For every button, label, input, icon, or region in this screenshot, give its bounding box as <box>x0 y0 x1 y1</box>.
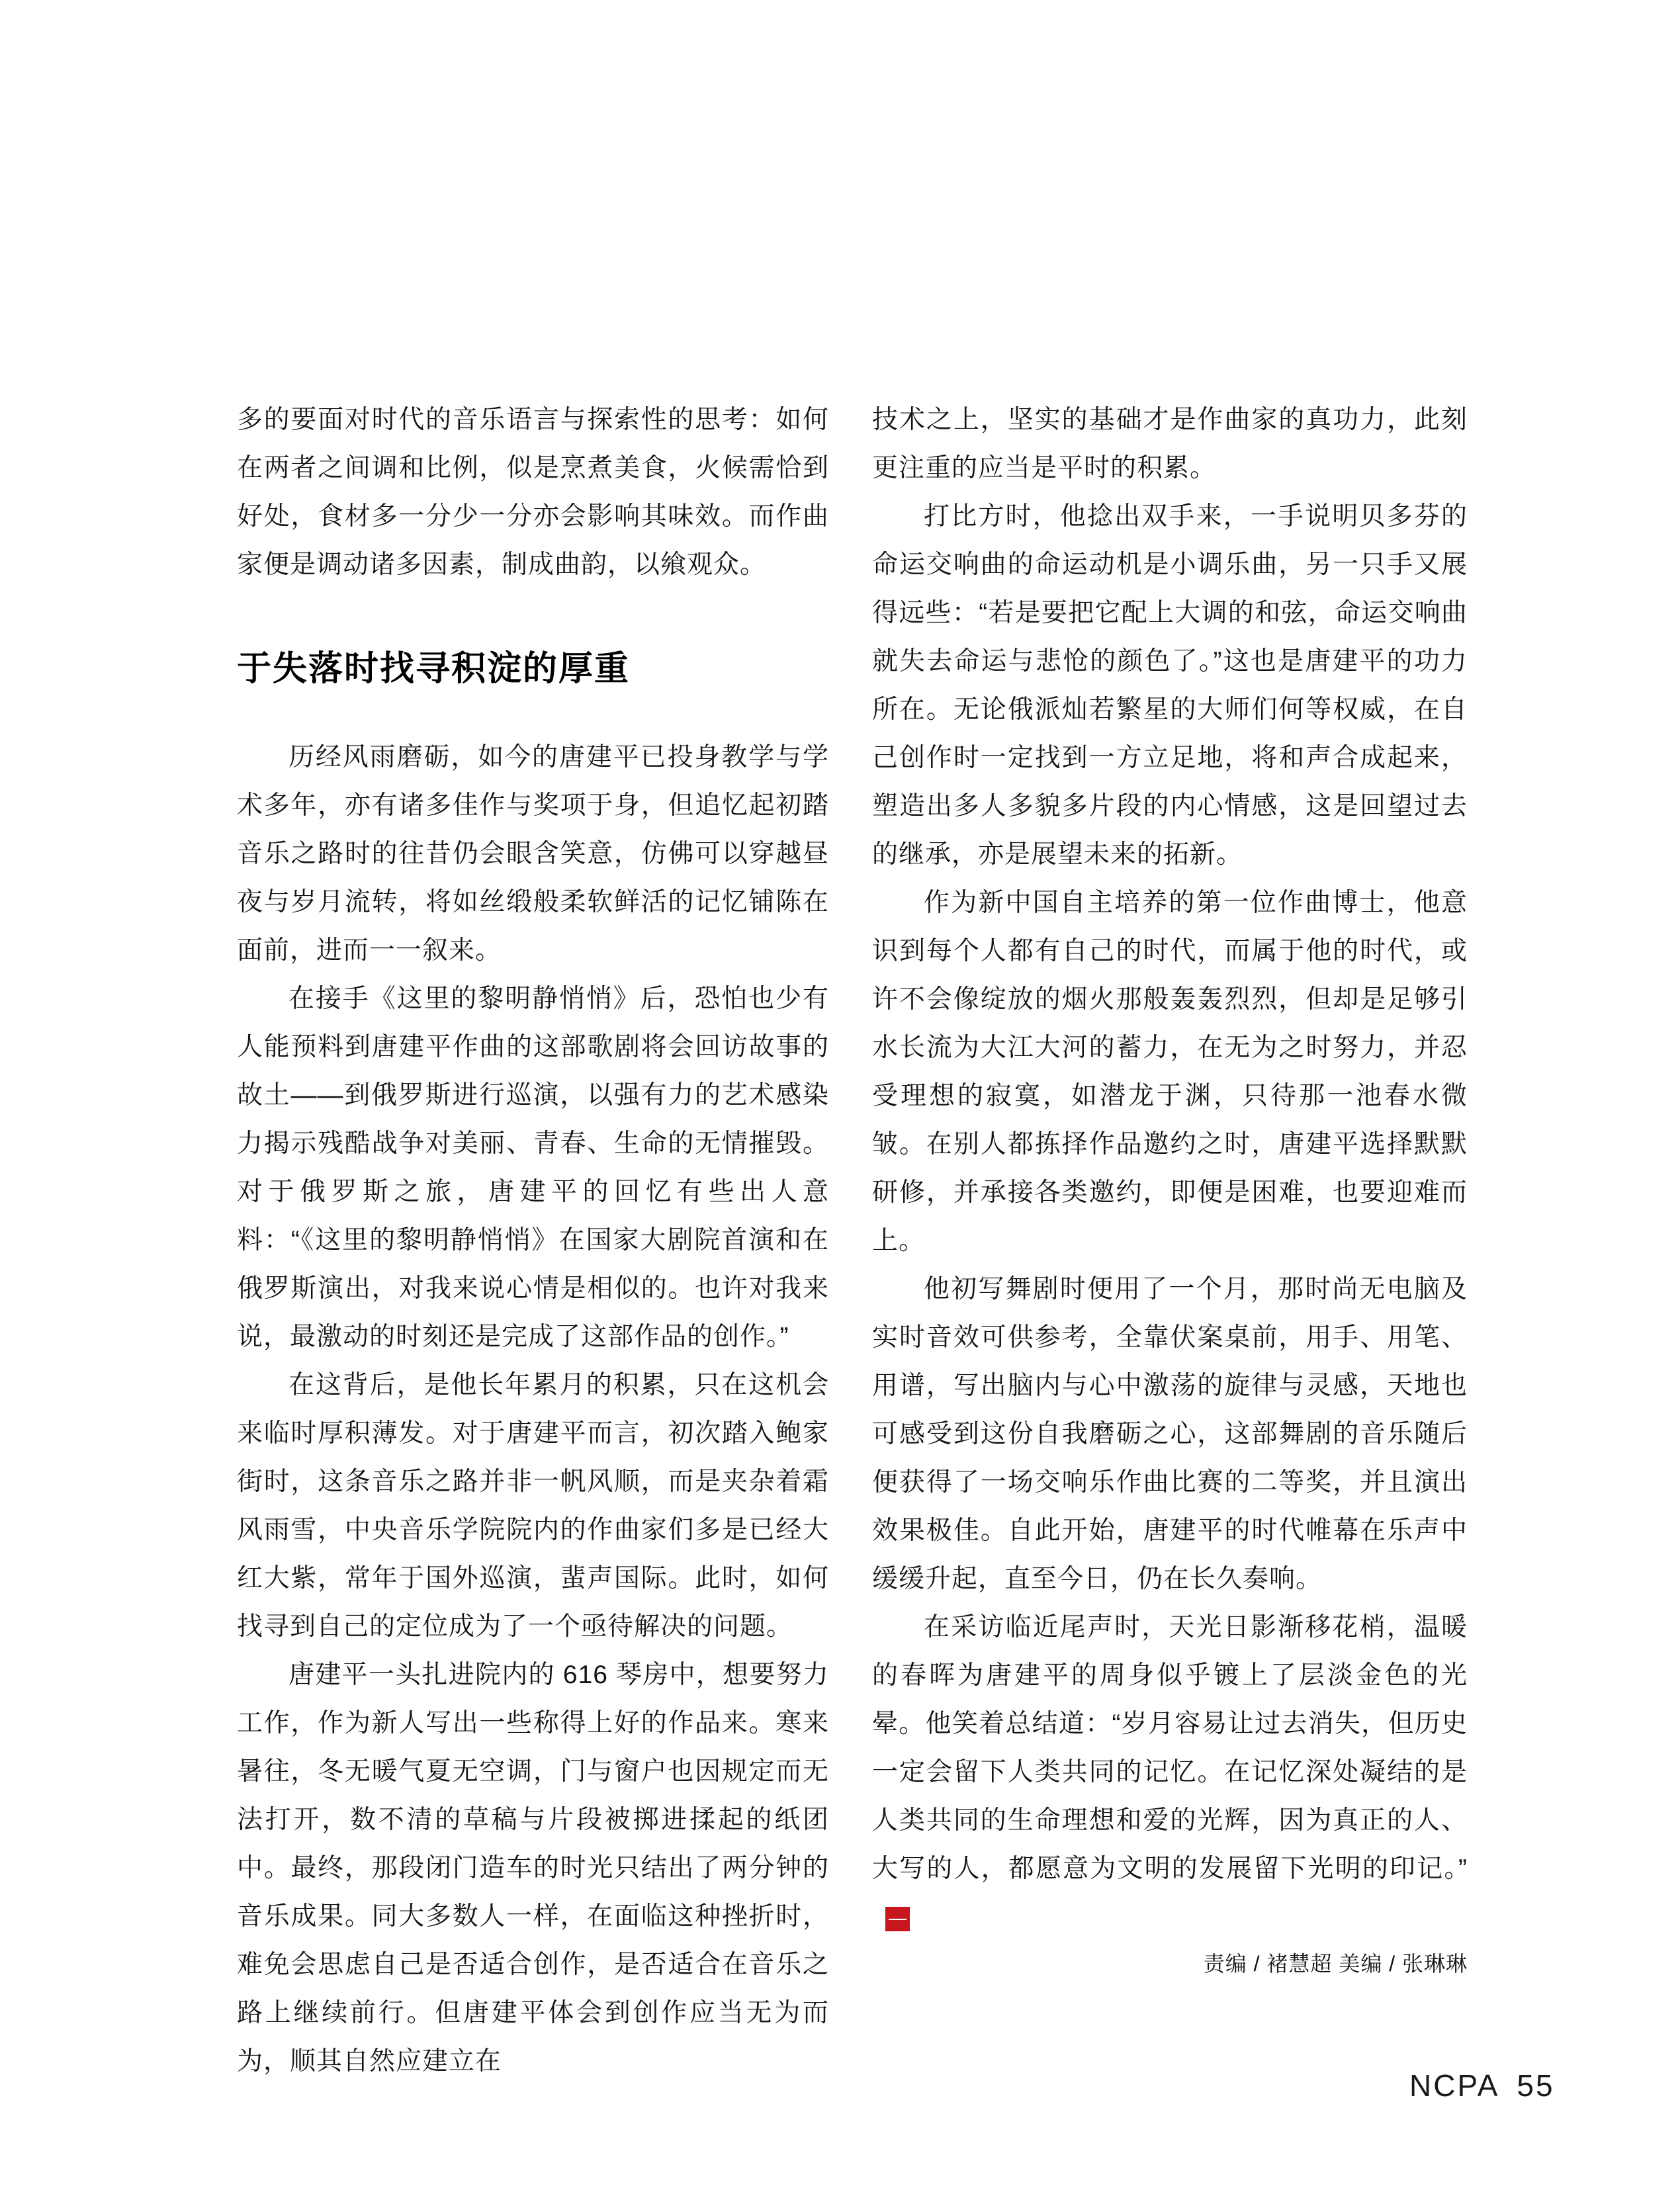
closing-paragraph <box>872 1603 1468 1941</box>
closing-paragraph-text: 在采访临近尾声时，天光日影渐移花梢，温暖的春晖为唐建平的周身似乎镀上了层淡金色的光晕。他笑着总结道：“岁月容易让过去消失，但历史一定会留下人类共同的记忆。在记忆深处凝结的是人类共同的生命理想和爱的光辉，因为真正的人、大写的人，都愿意为文明的发展留下光明的印记。” <box>872 1613 1468 1883</box>
paragraph: 作为新中国自主培养的第一位作曲博士，他意识到每个人都有自己的时代，而属于他的时代，或许不会像绽放的烟火那般轰轰烈烈，但却是足够引水长流为大江大河的蓄力，在无为之时努力，并忍受理想的寂寞，如潜龙于渊，只待那一池春水微皱。在别人都拣择作品邀约之时，唐建平选择默默研修，并承接各类邀约，即便是困难，也要迎难而上。 <box>872 889 1468 1255</box>
opening-paragraph: 多的要面对时代的音乐语言与探索性的思考：如何在两者之间调和比例，似是烹煮美食，火候需恰到好处，食材多一分少一分亦会影响其味效。而作曲家便是调动诸多因素，制成曲韵，以飨观众。 <box>237 406 829 579</box>
left-column <box>237 396 829 2085</box>
paragraph: 历经风雨磨砺，如今的唐建平已投身教学与学术多年，亦有诸多佳作与奖项于身，但追忆起初踏音乐之路时的往昔仍会眼含笑意，仿佛可以穿越昼夜与岁月流转，将如丝缎般柔软鲜活的记忆铺陈在面前，进而一一叙来。 <box>237 743 829 965</box>
paragraph: 在这背后，是他长年累月的积累，只在这机会来临时厚积薄发。对于唐建平而言，初次踏入鲍家街时，这条音乐之路并非一帆风顺，而是夹杂着霜风雨雪，中央音乐学院院内的作曲家们多是已经大红大紫，常年于国外巡演，蜚声国际。此时，如何找寻到自己的定位成为了一个亟待解决的问题。 <box>237 1371 829 1641</box>
paragraph: 在接手《这里的黎明静悄悄》后，恐怕也少有人能预料到唐建平作曲的这部歌剧将会回访故事的故土——到俄罗斯进行巡演，以强有力的艺术感染力揭示残酷战争对美丽、青春、生命的无情摧毁。对于俄罗斯之旅，唐建平的回忆有些出人意料：“《这里的黎明静悄悄》在国家大剧院首演和在俄罗斯演出，对我来说心情是相似的。也许对我来说，最激动的时刻还是完成了这部作品的创作。” <box>237 985 829 1351</box>
paragraph: 打比方时，他捻出双手来，一手说明贝多芬的命运交响曲的命运动机是小调乐曲，另一只手又展得远些：“若是要把它配上大调的和弦，命运交响曲就失去命运与悲怆的颜色了。”这也是唐建平的功力所在。无论俄派灿若繁星的大师们何等权威，在自己创作时一定找到一方立足地，将和声合成起来，塑造出多人多貌多片段的内心情感，这是回望过去的继承，亦是展望未来的拓新。 <box>872 502 1468 869</box>
footer-journal-label: NCPA <box>1409 2068 1500 2103</box>
paragraph: 技术之上，坚实的基础才是作曲家的真功力，此刻更注重的应当是平时的积累。 <box>872 406 1468 482</box>
ncpa-stamp-icon <box>885 1907 957 1931</box>
right-column <box>872 396 1468 1941</box>
section-heading: 于失落时找寻积淀的厚重 <box>237 650 631 688</box>
paragraph: 唐建平一头扎进院内的 616 琴房中，想要努力工作，作为新人写出一些称得上好的作品来。寒来暑往，冬无暖气夏无空调，门与窗户也因规定而无法打开，数不清的草稿与片段被掷进揉起的纸团中。最终，那段闭门造车的时光只结出了两分钟的音乐成果。同大多数人一样，在面临这种挫折时，难免会思虑自己是否适合创作，是否适合在音乐之路上继续前行。但唐建平体会到创作应当无为而为，顺其自然应建立在 <box>237 1661 829 2076</box>
paragraph: 他初写舞剧时便用了一个月，那时尚无电脑及实时音效可供参考，全靠伏案桌前，用手、用笔、用谱，写出脑内与心中激荡的旋律与灵感，天地也可感受到这份自我磨砺之心，这部舞剧的音乐随后便获得了一场交响乐作曲比赛的二等奖，并且演出效果极佳。自此开始，唐建平的时代帷幕在乐声中缓缓升起，直至今日，仍在长久奏响。 <box>872 1275 1468 1593</box>
credits-line: 责编 / 褚慧超 美编 / 张琳琳 <box>1203 1952 1468 1976</box>
ncpa-stamp-line1: NC <box>889 1907 906 1920</box>
footer-page-number: 55 <box>1517 2068 1555 2103</box>
page-footer <box>1409 2068 1555 2103</box>
ncpa-stamp-line2: PA <box>937 1920 952 1931</box>
